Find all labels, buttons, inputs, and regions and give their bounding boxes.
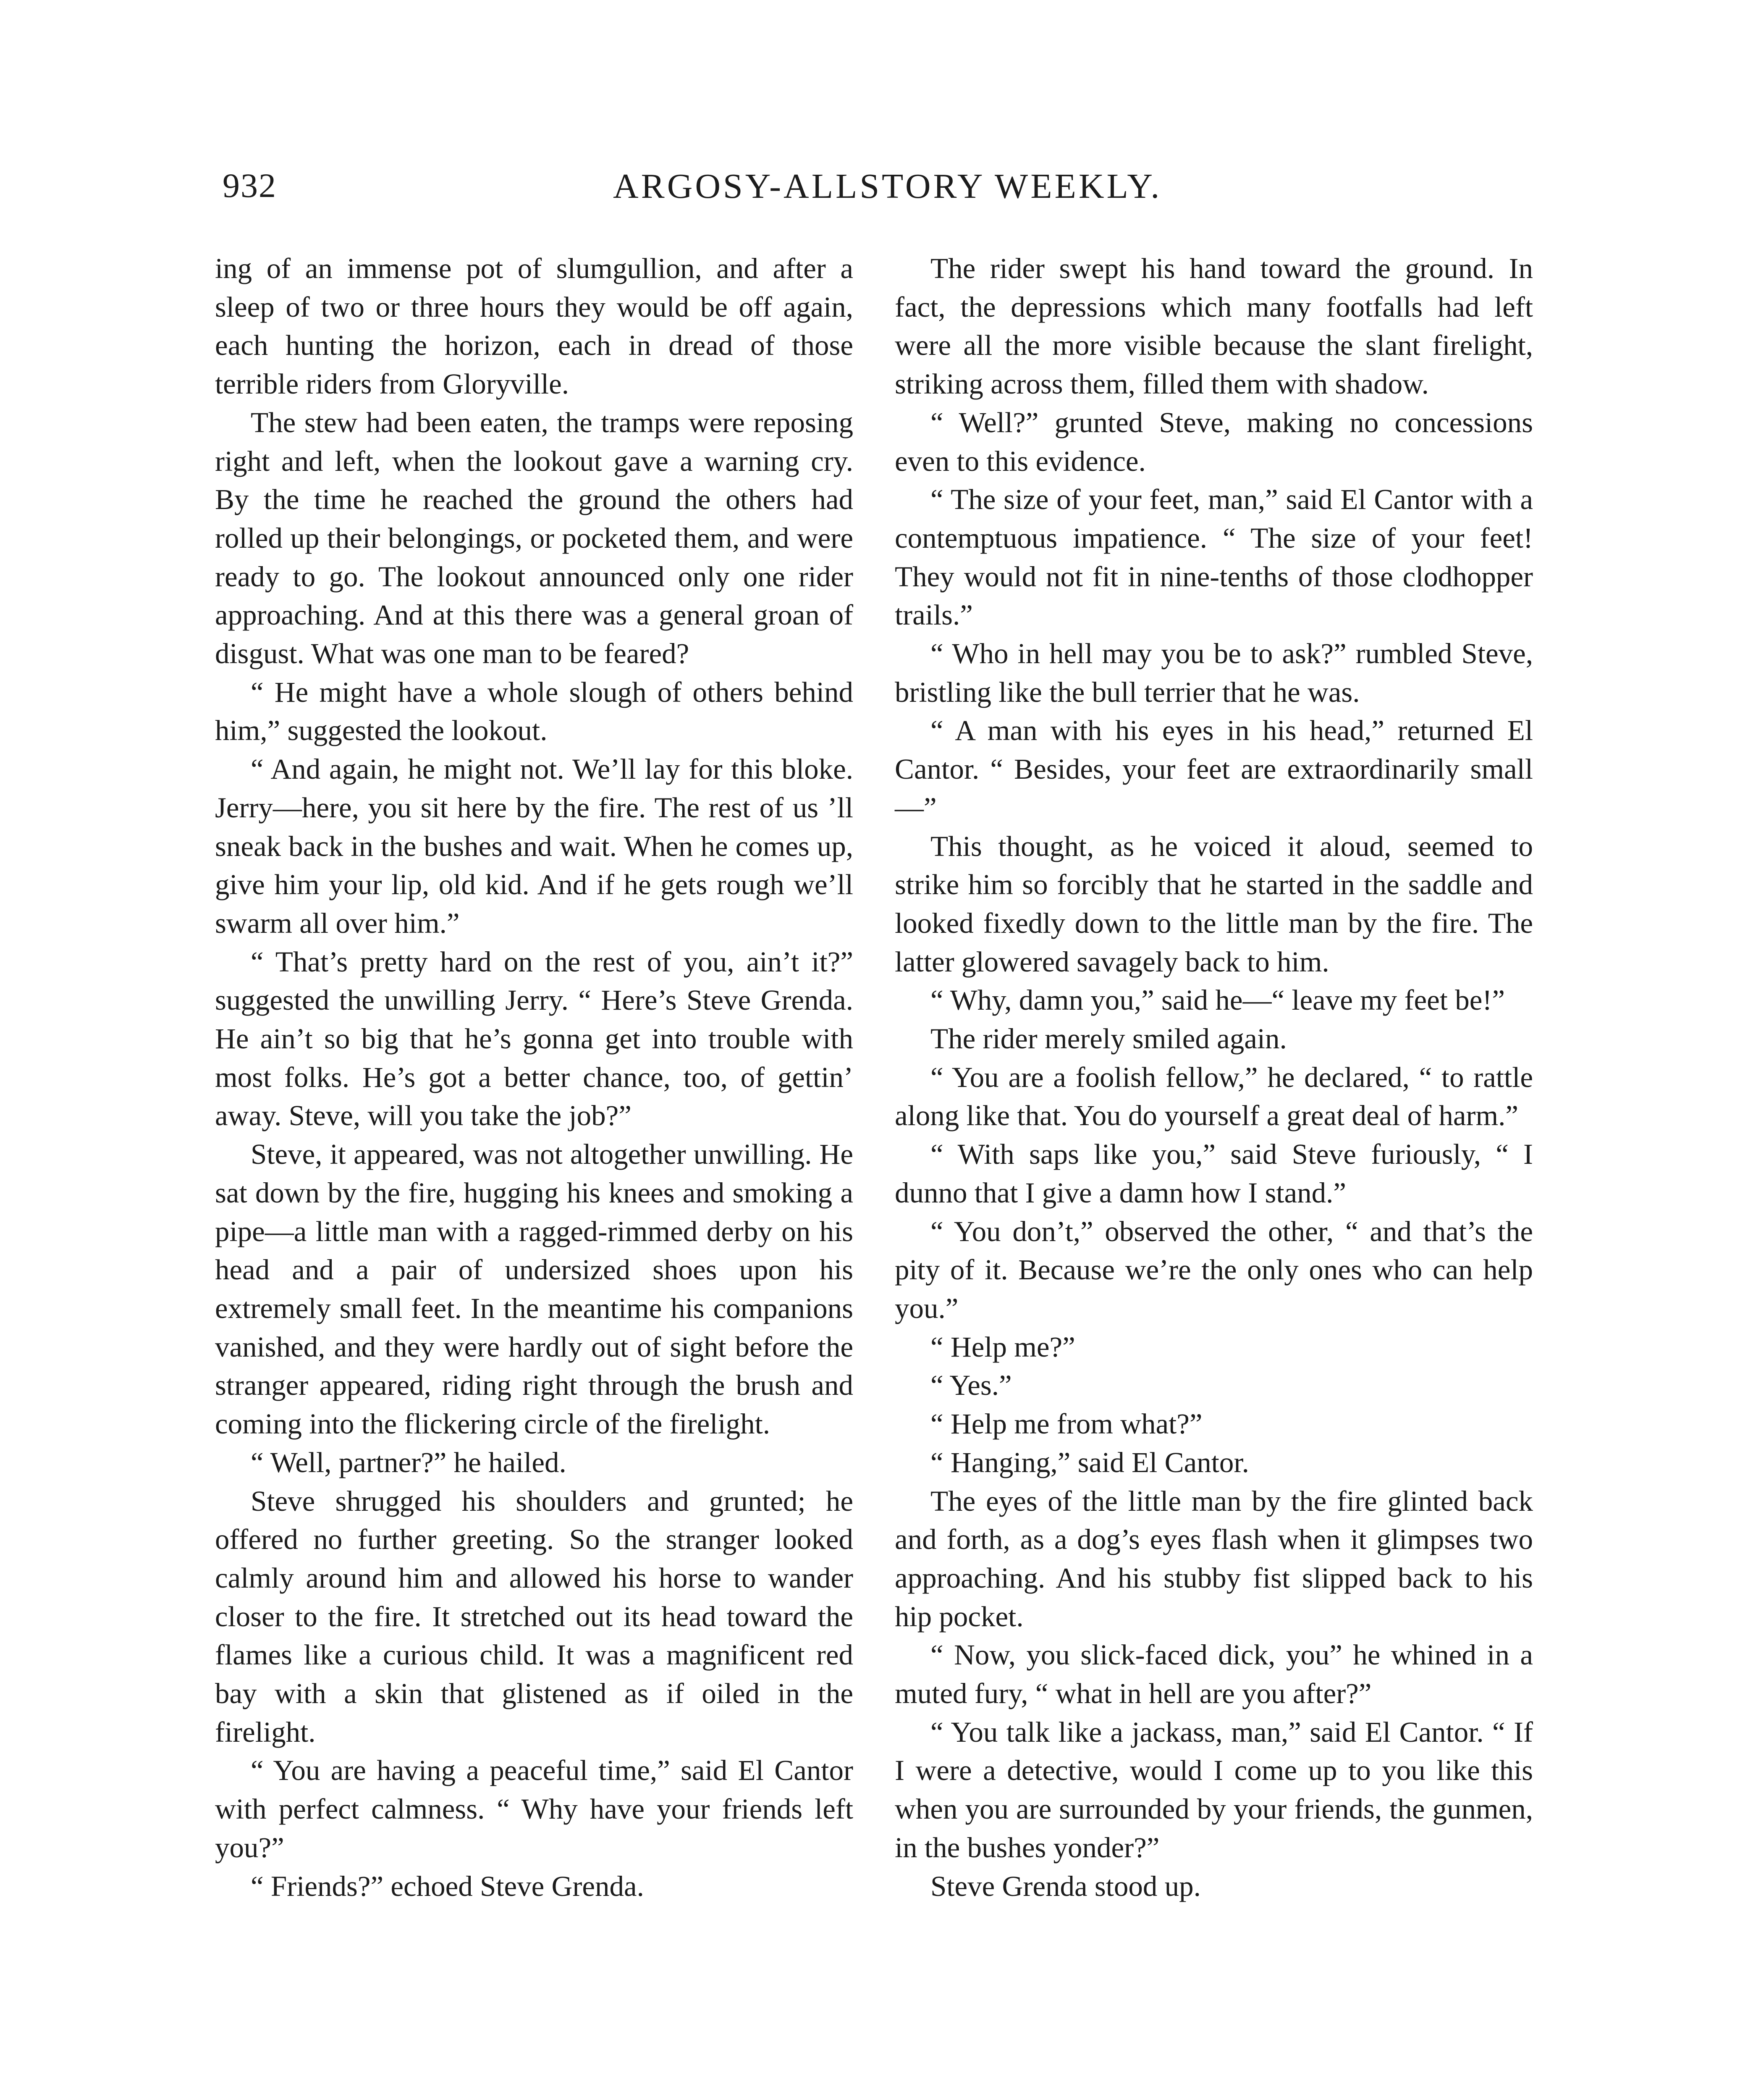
right-column — [895, 249, 1533, 1906]
paragraph: “ With saps like you,” said Steve furiously, “ I dunno that I give a damn how I stand.” — [895, 1138, 1533, 1209]
paragraph: “ Friends?” echoed Steve Grenda. — [251, 1870, 644, 1902]
paragraph: The rider swept his hand toward the ground. In fact, the depressions which many footfalls had left were all the more visible because the slant firelight, striking across them, filled them with shadow. — [895, 252, 1533, 400]
paragraph: “ Now, you slick-faced dick, you” he whined in a muted fury, “ what in hell are you after?” — [895, 1639, 1533, 1710]
paragraph: The rider merely smiled again. — [930, 1023, 1287, 1055]
paragraph: “ And again, he might not. We’ll lay for this bloke. Jerry—here, you sit here by the fire. The rest of us ’ll sneak back in the bushes and wait. When he comes up, give him your lip, old kid. And if he gets rough we’ll swarm all over him.” — [215, 753, 853, 939]
paragraph: Steve Grenda stood up. — [930, 1870, 1201, 1902]
page-number: 932 — [223, 166, 277, 205]
paragraph: “ Hanging,” said El Cantor. — [930, 1446, 1249, 1478]
paragraph: “ Why, damn you,” said he—“ leave my feet be!” — [930, 984, 1505, 1016]
paragraph: “ You talk like a jackass, man,” said El Cantor. “ If I were a detective, would I come up to you like this when you are surrounded by your friends, the gunmen, in the bushes yonder?” — [895, 1716, 1533, 1864]
paragraph: “ Help me?” — [930, 1331, 1075, 1363]
paragraph: “ Well?” grunted Steve, making no concessions even to this evidence. — [895, 406, 1533, 477]
paragraph: “ Yes.” — [930, 1369, 1012, 1402]
paragraph: The stew had been eaten, the tramps were reposing right and left, when the lookout gave a warning cry. By the time he reached the ground the others had rolled up their belongings, or pocketed them, and were ready to go. The lookout announced only one rider approaching. And at this there was a general groan of disgust. What was one man to be feared? — [215, 406, 853, 670]
paragraph: “ You are a foolish fellow,” he declared, “ to rattle along like that. You do yourself a great deal of harm.” — [895, 1061, 1533, 1132]
paragraph: Steve, it appeared, was not altogether unwilling. He sat down by the fire, hugging his knees and smoking a pipe—a little man with a ragged-rimmed derby on his head and a pair of undersized shoes upon his extremely small feet. In the meantime his companions vanished, and they were hardly out of sight before the stranger appeared, riding right through the brush and coming into the flickering circle of the firelight. — [215, 1138, 853, 1440]
paragraph: “ Help me from what?” — [930, 1408, 1203, 1440]
paragraph: “ You are having a peaceful time,” said El Cantor with perfect calmness. “ Why have your friends left you?” — [215, 1754, 853, 1864]
paragraph: The eyes of the little man by the fire glinted back and forth, as a dog’s eyes flash when it glimpses two approaching. And his stubby fist slipped back to his hip pocket. — [895, 1485, 1533, 1633]
left-column — [215, 249, 853, 1906]
paragraph: ing of an immense pot of slumgullion, and after a sleep of two or three hours they would be off again, each hunting the horizon, each in dread of those terrible riders from Gloryville. — [215, 252, 853, 400]
paragraph: This thought, as he voiced it aloud, seemed to strike him so forcibly that he started in the saddle and looked fixedly down to the little man by the fire. The latter glowered savagely back to him. — [895, 830, 1533, 978]
paragraph: “ That’s pretty hard on the rest of you, ain’t it?” suggested the unwilling Jerry. “ Here’s Steve Grenda. He ain’t so big that he’s gonna get into trouble with most folks. He’s got a better chance, too, of gettin’ away. Steve, will you take the job?” — [215, 945, 853, 1132]
paragraph: “ Who in hell may you be to ask?” rumbled Steve, bristling like the bull terrier that he was. — [895, 638, 1533, 708]
paragraph: “ He might have a whole slough of others behind him,” suggested the lookout. — [215, 676, 853, 747]
paragraph: Steve shrugged his shoulders and grunted; he offered no further greeting. So the stranger looked calmly around him and allowed his horse to wander closer to the fire. It stretched out its head toward the flames like a curious child. It was a magnificent red bay with a skin that glistened as if oiled in the firelight. — [215, 1485, 853, 1748]
paragraph: “ You don’t,” observed the other, “ and that’s the pity of it. Because we’re the only ones who can help you.” — [895, 1215, 1533, 1324]
paragraph: “ The size of your feet, man,” said El Cantor with a contemptuous impatience. “ The size of your feet! They would not fit in nine-tenths of those clodhopper trails.” — [895, 483, 1533, 631]
paragraph: “ Well, partner?” he hailed. — [251, 1446, 566, 1478]
paragraph: “ A man with his eyes in his head,” returned El Cantor. “ Besides, your feet are extraordinarily small—” — [895, 714, 1533, 824]
running-title: ARGOSY-ALLSTORY WEEKLY. — [613, 167, 1162, 206]
